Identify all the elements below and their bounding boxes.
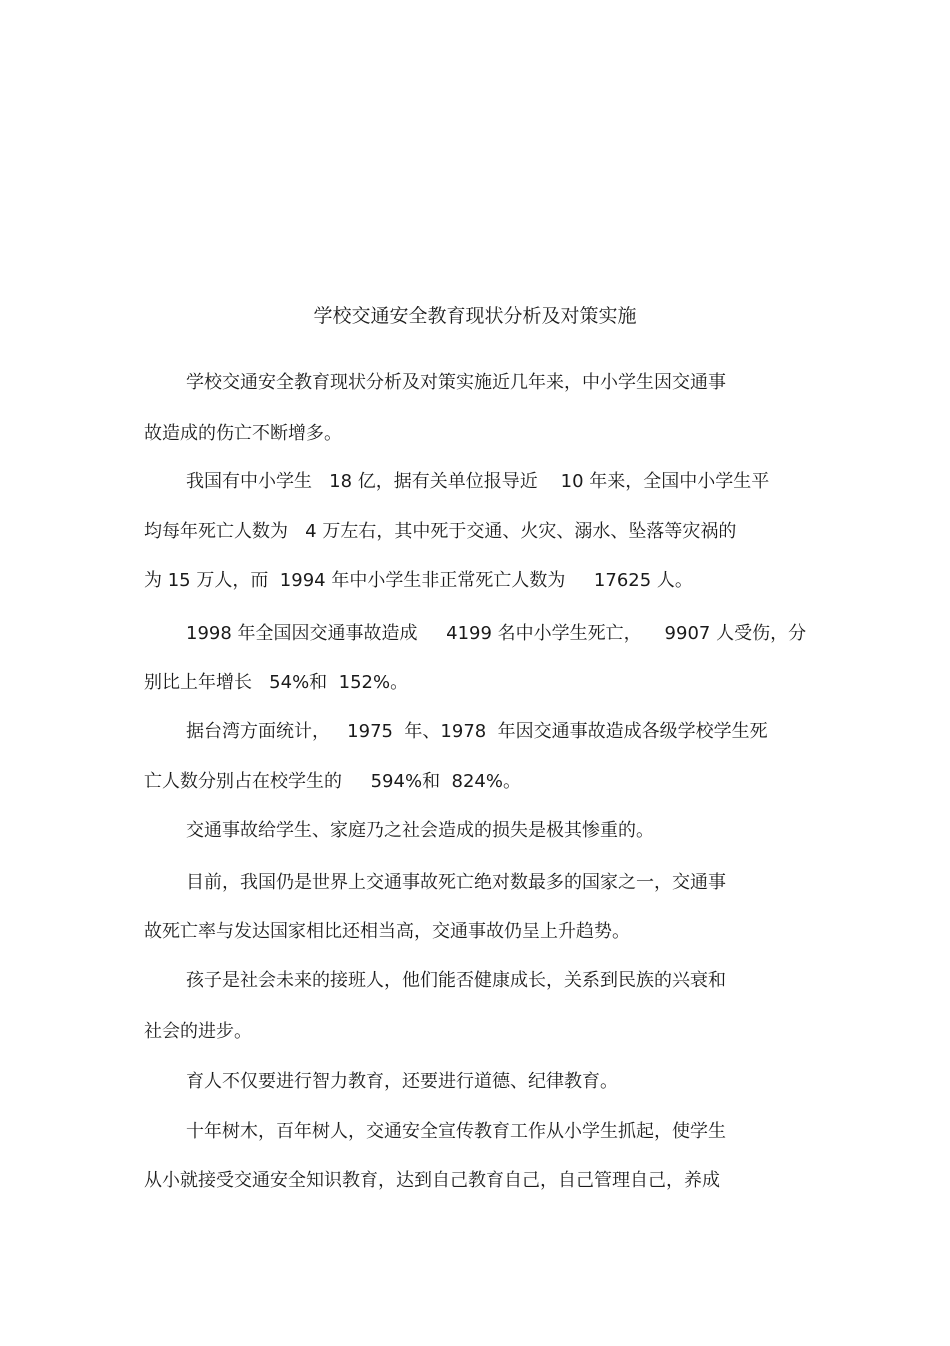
paragraph-3-line-1: 1998 年全国因交通事故造成 4199 名中小学生死亡， 9907 人受伤，分 — [186, 623, 807, 644]
paragraph-9-line-1: 十年树木，百年树人，交通安全宣传教育工作从小学生抓起，使学生 — [186, 1121, 726, 1142]
paragraph-2-line-2: 均每年死亡人数为 4 万左右，其中死于交通、火灾、溺水、坠落等灾祸的 — [144, 521, 737, 542]
paragraph-4-line-2: 亡人数分别占在校学生的 594%和 824%。 — [144, 771, 521, 792]
paragraph-2-line-1: 我国有中小学生 18 亿，据有关单位报导近 10 年来，全国中小学生平 — [186, 471, 770, 492]
paragraph-1-line-1: 学校交通安全教育现状分析及对策实施近几年来，中小学生因交通事 — [186, 372, 726, 393]
paragraph-5-line-1: 交通事故给学生、家庭乃之社会造成的损失是极其惨重的。 — [186, 820, 654, 841]
paragraph-2-line-3: 为 15 万人，而 1994 年中小学生非正常死亡人数为 17625 人。 — [144, 570, 693, 591]
paragraph-7-line-1: 孩子是社会未来的接班人，他们能否健康成长，关系到民族的兴衰和 — [186, 970, 726, 991]
paragraph-7-line-2: 社会的进步。 — [144, 1021, 252, 1042]
paragraph-4-line-1: 据台湾方面统计， 1975 年、1978 年因交通事故造成各级学校学生死 — [186, 721, 768, 742]
paragraph-8-line-1: 育人不仅要进行智力教育，还要进行道德、纪律教育。 — [186, 1071, 618, 1092]
paragraph-6-line-1: 目前，我国仍是世界上交通事故死亡绝对数最多的国家之一，交通事 — [186, 872, 726, 893]
paragraph-1-line-2: 故造成的伤亡不断增多。 — [144, 423, 342, 444]
paragraph-6-line-2: 故死亡率与发达国家相比还相当高，交通事故仍呈上升趋势。 — [144, 921, 630, 942]
paragraph-9-line-2: 从小就接受交通安全知识教育，达到自己教育自己，自己管理自己，养成 — [144, 1170, 720, 1191]
document-title: 学校交通安全教育现状分析及对策实施 — [313, 305, 637, 327]
paragraph-3-line-2: 别比上年增长 54%和 152%。 — [144, 672, 409, 693]
